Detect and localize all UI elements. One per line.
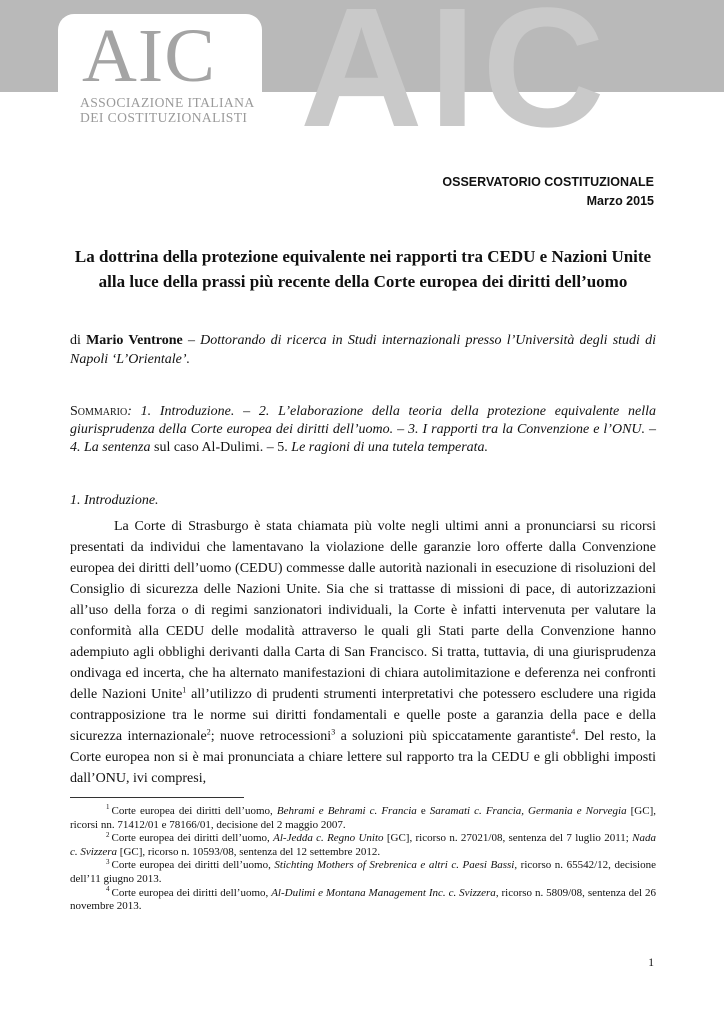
- footnote-number: 3: [106, 857, 110, 866]
- body-text-4: a soluzioni più spiccatamente garantiste: [335, 729, 572, 744]
- observatory-date: Marzo 2015: [586, 194, 654, 208]
- footnote-number: 1: [106, 803, 110, 812]
- footnote-number: 2: [106, 830, 110, 839]
- footnote-separator: [70, 797, 244, 798]
- summary-part-1: : 1. Introduzione. – 2. L’elaborazione della teoria della protezione equivalente nella giurisprudenza della Corte europea dei diritti dell’uomo. – 3. I rapporti tra la Convenzione e l’ONU. – 4. La sentenza: [70, 404, 656, 455]
- body-text-2: all’utilizzo di prudenti strumenti interpretativi che potessero escludere una rigida contrapposizione tra le norme sui diritti fondamentali e quelle poste a garanzia della pace e della sicurezza internazionale: [70, 687, 656, 744]
- section-heading: 1. Introduzione.: [70, 493, 159, 508]
- page-number: 1: [648, 957, 654, 969]
- body-text-5: . Del resto, la Corte europea non si è mai pronunciata a chiare lettere sul rapporto tra la CEDU e gli obblighi imposti dall’ONU, ivi compresi,: [70, 729, 657, 786]
- footnote-2: [70, 832, 656, 859]
- banner-watermark-logo: AIC: [300, 0, 611, 163]
- author-line: [70, 331, 656, 369]
- logo-line-2: DEI COSTITUZIONALISTI: [80, 110, 248, 125]
- body-paragraph: [70, 516, 656, 789]
- summary-part-3: Le ragioni di una tutela temperata.: [291, 440, 489, 455]
- footnote-case-name: Behrami e Behrami c. Francia: [276, 805, 417, 817]
- body-text-1: La Corte di Strasburgo è stata chiamata più volte negli ultimi anni a pronunciarsi su ricorsi presentati da individui che lamentavano la violazione delle garanzie loro offerte dalla Convenzione europea dei diritti dell’uomo (CEDU) commesse dalle autorità nazionali in esecuzione di risoluzioni del Consiglio di sicurezza delle Nazioni Unite. Sia che si trattasse di missioni di pace, di autorizzazioni all’uso della forza o di regimi sanzionatori individuali, la Corte è infatti intervenuta per valutare la conformità alla CEDU delle modalità attraverso le quali gli Stati parte della Convenzione hanno adempiuto agli obblighi derivanti dalla Carta di San Francisco. Si tratta, tuttavia, di una giurisprudenza ondivaga ed incerta, che ha alternato manifestazioni di chiara autolimitazione e deferenza nei confronti delle Nazioni Unite: [70, 519, 656, 702]
- footnote-1: [70, 805, 656, 832]
- footnote-3: [70, 859, 656, 886]
- footnote-case-name: Al-Dulimi e Montana Management Inc. c. Svizzera: [271, 886, 496, 899]
- footnote-text: , ricorso n. 5809/08, sentenza del 26 novembre 2013.: [70, 886, 656, 913]
- footnote-ref-3[interactable]: 3: [331, 727, 336, 737]
- footnote-text: [GC], ricorso n. 27021/08, sentenza del 7 luglio 2011;: [383, 832, 633, 845]
- footnote-ref-2[interactable]: 2: [206, 727, 211, 737]
- footnote-case-name: Al-Jedda c. Regno Unito: [273, 832, 384, 845]
- observatory-block: [442, 173, 654, 211]
- footnote-ref-1[interactable]: 1: [182, 685, 187, 695]
- footnote-case-name: Nada c. Svizzera: [70, 832, 656, 858]
- header-banner: [0, 0, 724, 163]
- footnote-text: Corte europea dei diritti dell’uomo,: [111, 886, 272, 899]
- footnote-text: e: [416, 805, 430, 817]
- logo-line-1: ASSOCIAZIONE ITALIANA: [80, 95, 255, 110]
- footnote-ref-4[interactable]: 4: [571, 727, 576, 737]
- footnote-case-name: Saramati c. Francia, Germania e Norvegia: [429, 805, 627, 817]
- author-affiliation: – Dottorando di ricerca in Studi internazionali presso l’Università degli studi di Napoli ‘L’Orientale’.: [70, 333, 657, 367]
- footnote-text: [GC], ricorsi nn. 71412/01 e 78166/01, decisione del 2 maggio 2007.: [70, 805, 656, 831]
- footnotes: [70, 805, 656, 914]
- body-text-3: ; nuove retrocessioni: [210, 729, 332, 744]
- observatory-name: OSSERVATORIO COSTITUZIONALE: [442, 175, 654, 189]
- footnote-4: [70, 884, 656, 914]
- footnote-text: , ricorso n. 65542/12, decisione dell’11 giugno 2013.: [70, 859, 656, 885]
- title-line-2: alla luce della prassi più recente della Corte europea dei diritti dell’uomo: [98, 272, 628, 291]
- footnote-text: [GC], ricorso n. 10593/08, sentenza del 12 settembre 2012.: [117, 845, 381, 858]
- footnote-text: Corte europea dei diritti dell’uomo,: [111, 832, 274, 845]
- title-line-1: La dottrina della protezione equivalente nei rapporti tra CEDU e Nazioni Unite: [74, 247, 652, 266]
- summary-label: Sommario: [70, 404, 128, 419]
- article-title: [66, 244, 660, 294]
- summary-part-2: sul caso Al-Dulimi. – 5.: [150, 440, 292, 455]
- footnote-text: Corte europea dei diritti dell’uomo,: [111, 805, 277, 817]
- footnote-text: Corte europea dei diritti dell’uomo,: [111, 859, 275, 872]
- logo-mark: AIC: [82, 14, 216, 98]
- aic-logo: [58, 14, 262, 128]
- footnote-case-name: Stichting Mothers of Srebrenica e altri c. Paesi Bassi: [274, 859, 515, 872]
- author-prefix: di: [70, 333, 87, 348]
- author-name: Mario Ventrone: [86, 333, 183, 348]
- footnote-number: 4: [106, 884, 110, 893]
- summary: [70, 403, 656, 457]
